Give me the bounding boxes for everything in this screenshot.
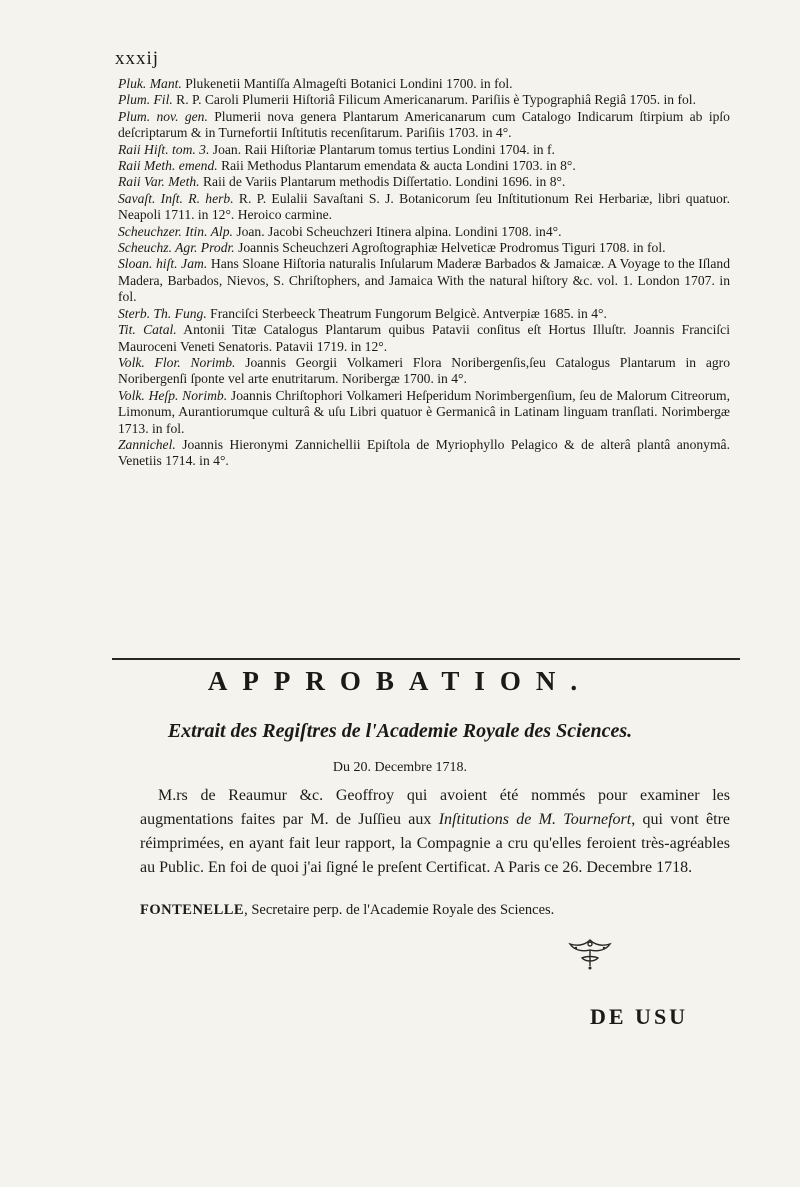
approbation-date: Du 20. Decembre 1718. — [332, 760, 468, 775]
approbation-body — [140, 784, 730, 880]
reference-list — [118, 76, 730, 470]
reference-text: R. P. Eulalii Savaſtani S. J. Botanicorum ſeu Inſtitutionum Rei Herbariæ, libri quatuor. Neapoli 1711. in 12°. Heroico carmine. — [118, 190, 730, 223]
approbation-subtitle: Extrait des Regiſtres de l'Academie Royale des Sciences. — [167, 720, 633, 742]
reference-abbreviation: Scheuchz. Agr. Prodr. — [118, 240, 235, 256]
reference-entry — [118, 240, 730, 256]
reference-abbreviation: Plum. nov. gen. — [118, 108, 208, 124]
reference-text: Franciſci Sterbeeck Theatrum Fungorum Belgicè. Antverpiæ 1685. in 4°. — [210, 305, 607, 321]
reference-abbreviation: Zannichel. — [118, 436, 176, 452]
reference-entry — [118, 388, 730, 437]
reference-abbreviation: Raii Meth. emend. — [118, 158, 218, 174]
approbation-body-italic: Inſtitutions de M. Tournefort — [438, 811, 632, 828]
catchword: DE USU — [590, 1004, 689, 1029]
printers-ornament-icon — [562, 936, 618, 972]
reference-text: Antonii Titæ Catalogus Plantarum quibus Patavii conſitus eſt Hortus Illuſtr. Joannis Franciſci Mauroceni Veneti Senatoris. Patavii 1719. in 12°. — [118, 322, 730, 354]
reference-text: Joan. Raii Hiſtoriæ Plantarum tomus tertius Londini 1704. in f. — [212, 141, 555, 157]
reference-abbreviation: Raii Hiſt. tom. 3. — [118, 141, 210, 157]
reference-text: Joannis Georgii Volkameri Flora Noribergenſis,ſeu Catalogus Plantarum in agro Noribergenſi ſponte vel arte enutritarum. Noribergæ 1700. in 4°. — [118, 354, 730, 387]
reference-entry — [118, 224, 730, 240]
reference-entry — [118, 306, 730, 322]
reference-text: Raii de Variis Plantarum methodis Diſſertatio. Londini 1696. in 8°. — [202, 174, 566, 190]
reference-entry — [118, 191, 730, 224]
reference-text: Plumerii nova genera Plantarum Americanarum cum Catalogo Indicarum ſtirpium ab ipſo deſcriptarum & in Turnefortii Inſtitutis recenſitarum. Pariſiis 1703. in 4°. — [118, 108, 730, 141]
reference-entry — [118, 355, 730, 388]
reference-text: Raii Methodus Plantarum emendata & aucta Londini 1703. in 8°. — [221, 158, 576, 174]
reference-abbreviation: Volk. Flor. Norimb. — [118, 354, 236, 370]
reference-abbreviation: Raii Var. Meth. — [118, 174, 200, 190]
reference-entry — [118, 92, 730, 108]
reference-abbreviation: Volk. Heſp. Norimb. — [118, 387, 228, 403]
reference-abbreviation: Pluk. Mant. — [118, 76, 182, 91]
reference-text: Joannis Scheuchzeri Agroſtographiæ Helveticæ Prodromus Tiguri 1708. in fol. — [238, 240, 666, 256]
reference-entry — [118, 174, 730, 190]
reference-text: Joan. Jacobi Scheuchzeri Itinera alpina. Londini 1708. in4°. — [236, 223, 562, 239]
reference-abbreviation: Savaſt. Inſt. R. herb. — [118, 190, 234, 206]
reference-entry — [118, 76, 730, 92]
reference-text: Joannis Hieronymi Zannichellii Epiſtola de Myriophyllo Pelagico & de alterâ plantâ anonymâ. Venetiis 1714. in 4°. — [118, 436, 730, 469]
reference-text: Hans Sloane Hiſtoria naturalis Inſularum Maderæ Barbados & Jamaicæ. A Voyage to the Iſland Madera, Barbados, Nievos, S. Chriſtophers, and Jamaica With the natural hiſtory &c. vol. 1. London 1707. in fol. — [118, 256, 730, 305]
reference-abbreviation: Scheuchzer. Itin. Alp. — [118, 223, 233, 239]
approbation-body-part2: , qui vont être réimprimées, en ayant fait leur rapport, la Compagnie a cru qu'elles feroient très-agréables au Public. En foi de quoi j'ai ſigné le preſent Certificat. A Paris ce 26. Decembre 1718. — [140, 811, 731, 876]
reference-abbreviation: Sterb. Th. Fung. — [118, 305, 207, 321]
reference-abbreviation: Tit. Catal. — [118, 322, 177, 338]
signer-title: , Secretaire perp. de l'Academie Royale des Sciences. — [244, 902, 555, 918]
reference-entry — [118, 158, 730, 174]
reference-entry — [118, 437, 730, 470]
signer-name: FONTENELLE — [140, 902, 245, 918]
reference-abbreviation: Plum. Fil. — [118, 92, 173, 108]
reference-entry — [118, 109, 730, 142]
reference-text: Plukenetii Mantiſſa Almageſti Botanici Londini 1700. in fol. — [185, 76, 513, 91]
reference-entry — [118, 142, 730, 158]
section-divider — [112, 658, 740, 660]
page-number: xxxij — [115, 48, 160, 69]
reference-text: R. P. Caroli Plumerii Hiſtoriâ Filicum Americanarum. Pariſiis è Typographiâ Regiâ 1705. in fol. — [176, 92, 696, 108]
approbation-title: APPROBATION. — [207, 666, 593, 696]
reference-entry — [118, 256, 730, 305]
reference-entry — [118, 322, 730, 355]
reference-text: Joannis Chriſtophori Volkameri Heſperidum Norimbergenſium, ſeu de Malorum Citreorum, Limonum, Aurantiorumque culturâ & uſu Libri quatuor è Germanicâ in Latinam linguam tranſlati. Norimbergæ 1713. in fol. — [118, 387, 730, 436]
approbation-body-part1: M.rs de Reaumur &c. Geoffroy qui avoient été nommés pour examiner les augmentations faites par M. de Juſſieu aux — [140, 787, 730, 828]
reference-abbreviation: Sloan. hiſt. Jam. — [118, 256, 208, 272]
signature-line — [140, 902, 740, 919]
